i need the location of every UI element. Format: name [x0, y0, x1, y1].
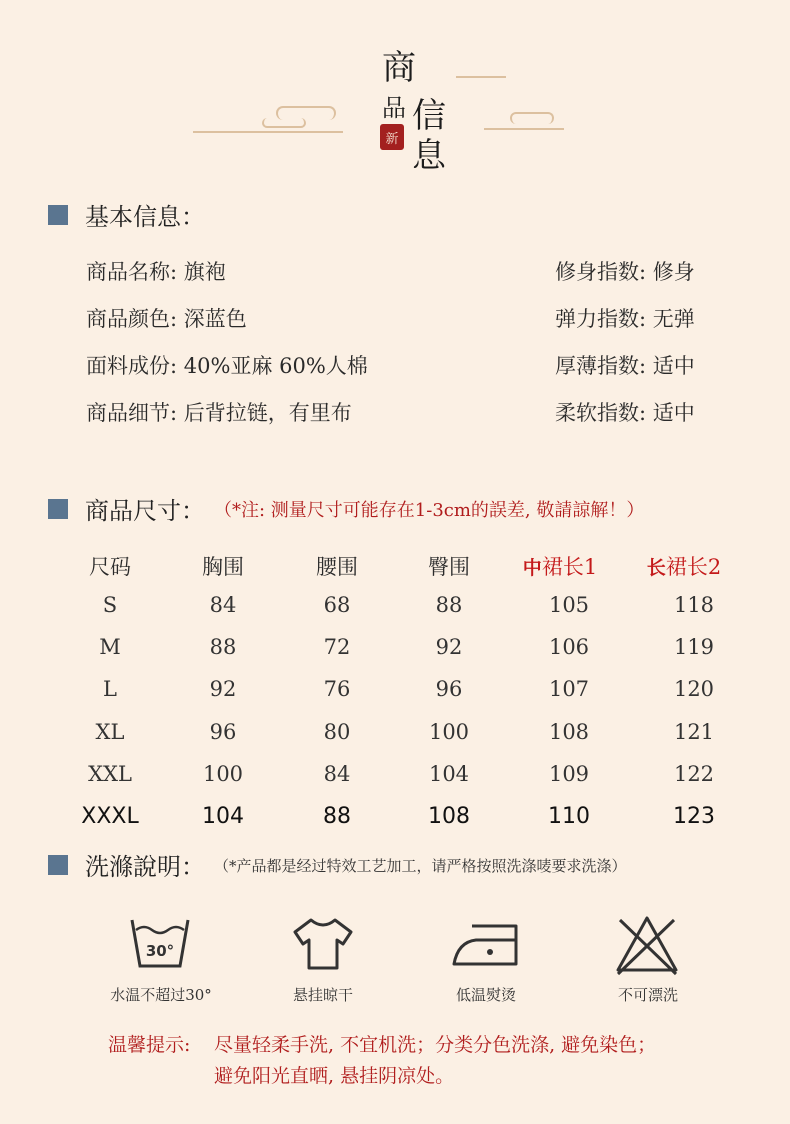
header-divider-line	[193, 131, 343, 133]
hang-dry-shirt-icon	[289, 916, 357, 972]
header-char-xin: 信	[412, 96, 446, 136]
info-value: 后背拉链，有里布	[183, 401, 352, 425]
info-value: 适中	[652, 354, 695, 378]
size-label-cell: S	[102, 593, 118, 617]
info-row	[555, 303, 695, 333]
table-header-waist: 腰围	[316, 555, 358, 579]
section-marker-icon	[48, 205, 68, 225]
info-row	[555, 256, 695, 286]
tip-line-2: 避免阳光直晒, 悬挂阴凉处。	[214, 1065, 455, 1087]
header-bold-char: 中	[522, 557, 542, 579]
tip-line-1: 尽量轻柔手洗, 不宜机洗；分类分色洗涤, 避免染色；	[214, 1034, 657, 1056]
size-note: （*注: 测量尺寸可能存在1-3cm的誤差, 敬請諒解！）	[214, 500, 645, 521]
header-char-shang: 商	[382, 48, 416, 88]
info-label: 商品颜色:	[86, 307, 178, 331]
size-value-cell: 100	[428, 719, 470, 744]
info-label: 弹力指数:	[555, 307, 647, 331]
size-label-cell: XXXL	[81, 804, 139, 829]
info-row	[555, 350, 695, 380]
size-value-cell: 84	[209, 593, 237, 617]
size-value-cell: 68	[323, 593, 351, 617]
wash-section-title: 洗滌說明：	[85, 853, 205, 881]
size-value-cell: 110	[548, 804, 590, 829]
table-header-hip: 臀围	[428, 555, 470, 579]
info-value: 适中	[652, 401, 695, 425]
header-rest: 裙长1	[541, 555, 598, 579]
size-value-cell: 76	[323, 677, 351, 702]
info-value: 旗袍	[183, 260, 226, 284]
size-value-cell: 80	[323, 719, 351, 744]
size-value-cell: 118	[673, 593, 715, 617]
size-label-cell: XL	[95, 719, 125, 744]
info-value: 深蓝色	[183, 307, 247, 331]
size-value-cell: 120	[673, 677, 715, 702]
header-char-pin: 品	[382, 94, 406, 122]
size-value-cell: 108	[428, 804, 470, 829]
header-rest: 裙长2	[665, 555, 722, 579]
info-label: 柔软指数:	[555, 401, 647, 425]
cloud-ornament-icon	[262, 118, 306, 128]
header-char-xi: 息	[412, 136, 446, 176]
size-value-cell: 104	[428, 761, 470, 786]
size-value-cell: 88	[209, 635, 237, 660]
care-label: 水温不超过30°	[110, 986, 212, 1004]
size-value-cell: 105	[548, 593, 590, 617]
info-label: 商品细节:	[86, 401, 178, 425]
info-row	[86, 303, 247, 333]
size-value-cell: 108	[548, 719, 590, 744]
size-value-cell: 106	[548, 635, 590, 660]
info-label: 面料成份:	[86, 354, 178, 378]
low-iron-icon	[450, 920, 522, 968]
table-header-mid-length	[523, 551, 597, 581]
size-value-cell: 96	[209, 719, 237, 744]
info-label: 商品名称:	[86, 260, 178, 284]
size-label-cell: M	[99, 635, 121, 660]
info-row	[86, 256, 226, 286]
size-value-cell: 100	[202, 761, 244, 786]
size-value-cell: 121	[673, 719, 715, 744]
size-value-cell: 122	[673, 761, 715, 786]
size-value-cell: 84	[323, 761, 351, 786]
header-divider-line	[484, 128, 564, 130]
section-marker-icon	[48, 855, 68, 875]
wash-30-icon	[128, 916, 192, 972]
section-marker-icon	[48, 499, 68, 519]
size-value-cell: 72	[323, 635, 351, 660]
care-label: 不可漂洗	[617, 986, 679, 1004]
care-label: 低温熨烫	[455, 986, 517, 1004]
size-value-cell: 92	[435, 635, 463, 660]
info-label: 厚薄指数:	[555, 354, 647, 378]
cloud-ornament-icon	[510, 112, 554, 124]
info-row	[86, 397, 352, 427]
table-header-bust: 胸围	[202, 555, 244, 579]
table-header-long-length	[647, 551, 721, 581]
info-row	[555, 397, 695, 427]
size-value-cell: 123	[673, 804, 715, 829]
care-label: 悬挂晾干	[292, 986, 354, 1004]
info-value: 无弹	[652, 307, 695, 331]
size-label-cell: XXL	[88, 761, 132, 786]
info-value: 修身	[652, 260, 695, 284]
wash-note: （*产品都是经过特效工艺加工，请严格按照洗涤唛要求洗涤）	[214, 857, 627, 875]
header-bold-char: 长	[646, 557, 666, 579]
no-bleach-icon	[614, 914, 680, 976]
size-value-cell: 119	[673, 635, 715, 660]
basic-info-title: 基本信息：	[85, 203, 205, 231]
wash-temp-badge: 30°	[145, 942, 175, 960]
info-value: 40%亚麻 60%人棉	[183, 354, 368, 378]
header-divider-line	[456, 76, 506, 78]
size-value-cell: 107	[548, 677, 590, 702]
size-section-title: 商品尺寸：	[85, 497, 205, 525]
tip-label: 温馨提示:	[108, 1034, 191, 1056]
table-header-size: 尺码	[89, 555, 131, 579]
size-value-cell: 88	[323, 804, 351, 829]
info-label: 修身指数:	[555, 260, 647, 284]
size-label-cell: L	[103, 677, 117, 702]
size-value-cell: 92	[209, 677, 237, 702]
size-value-cell: 104	[202, 804, 244, 829]
new-seal-stamp: 新	[380, 124, 404, 150]
size-value-cell: 96	[435, 677, 463, 702]
size-value-cell: 88	[435, 593, 463, 617]
size-value-cell: 109	[548, 761, 590, 786]
info-row	[86, 350, 368, 380]
